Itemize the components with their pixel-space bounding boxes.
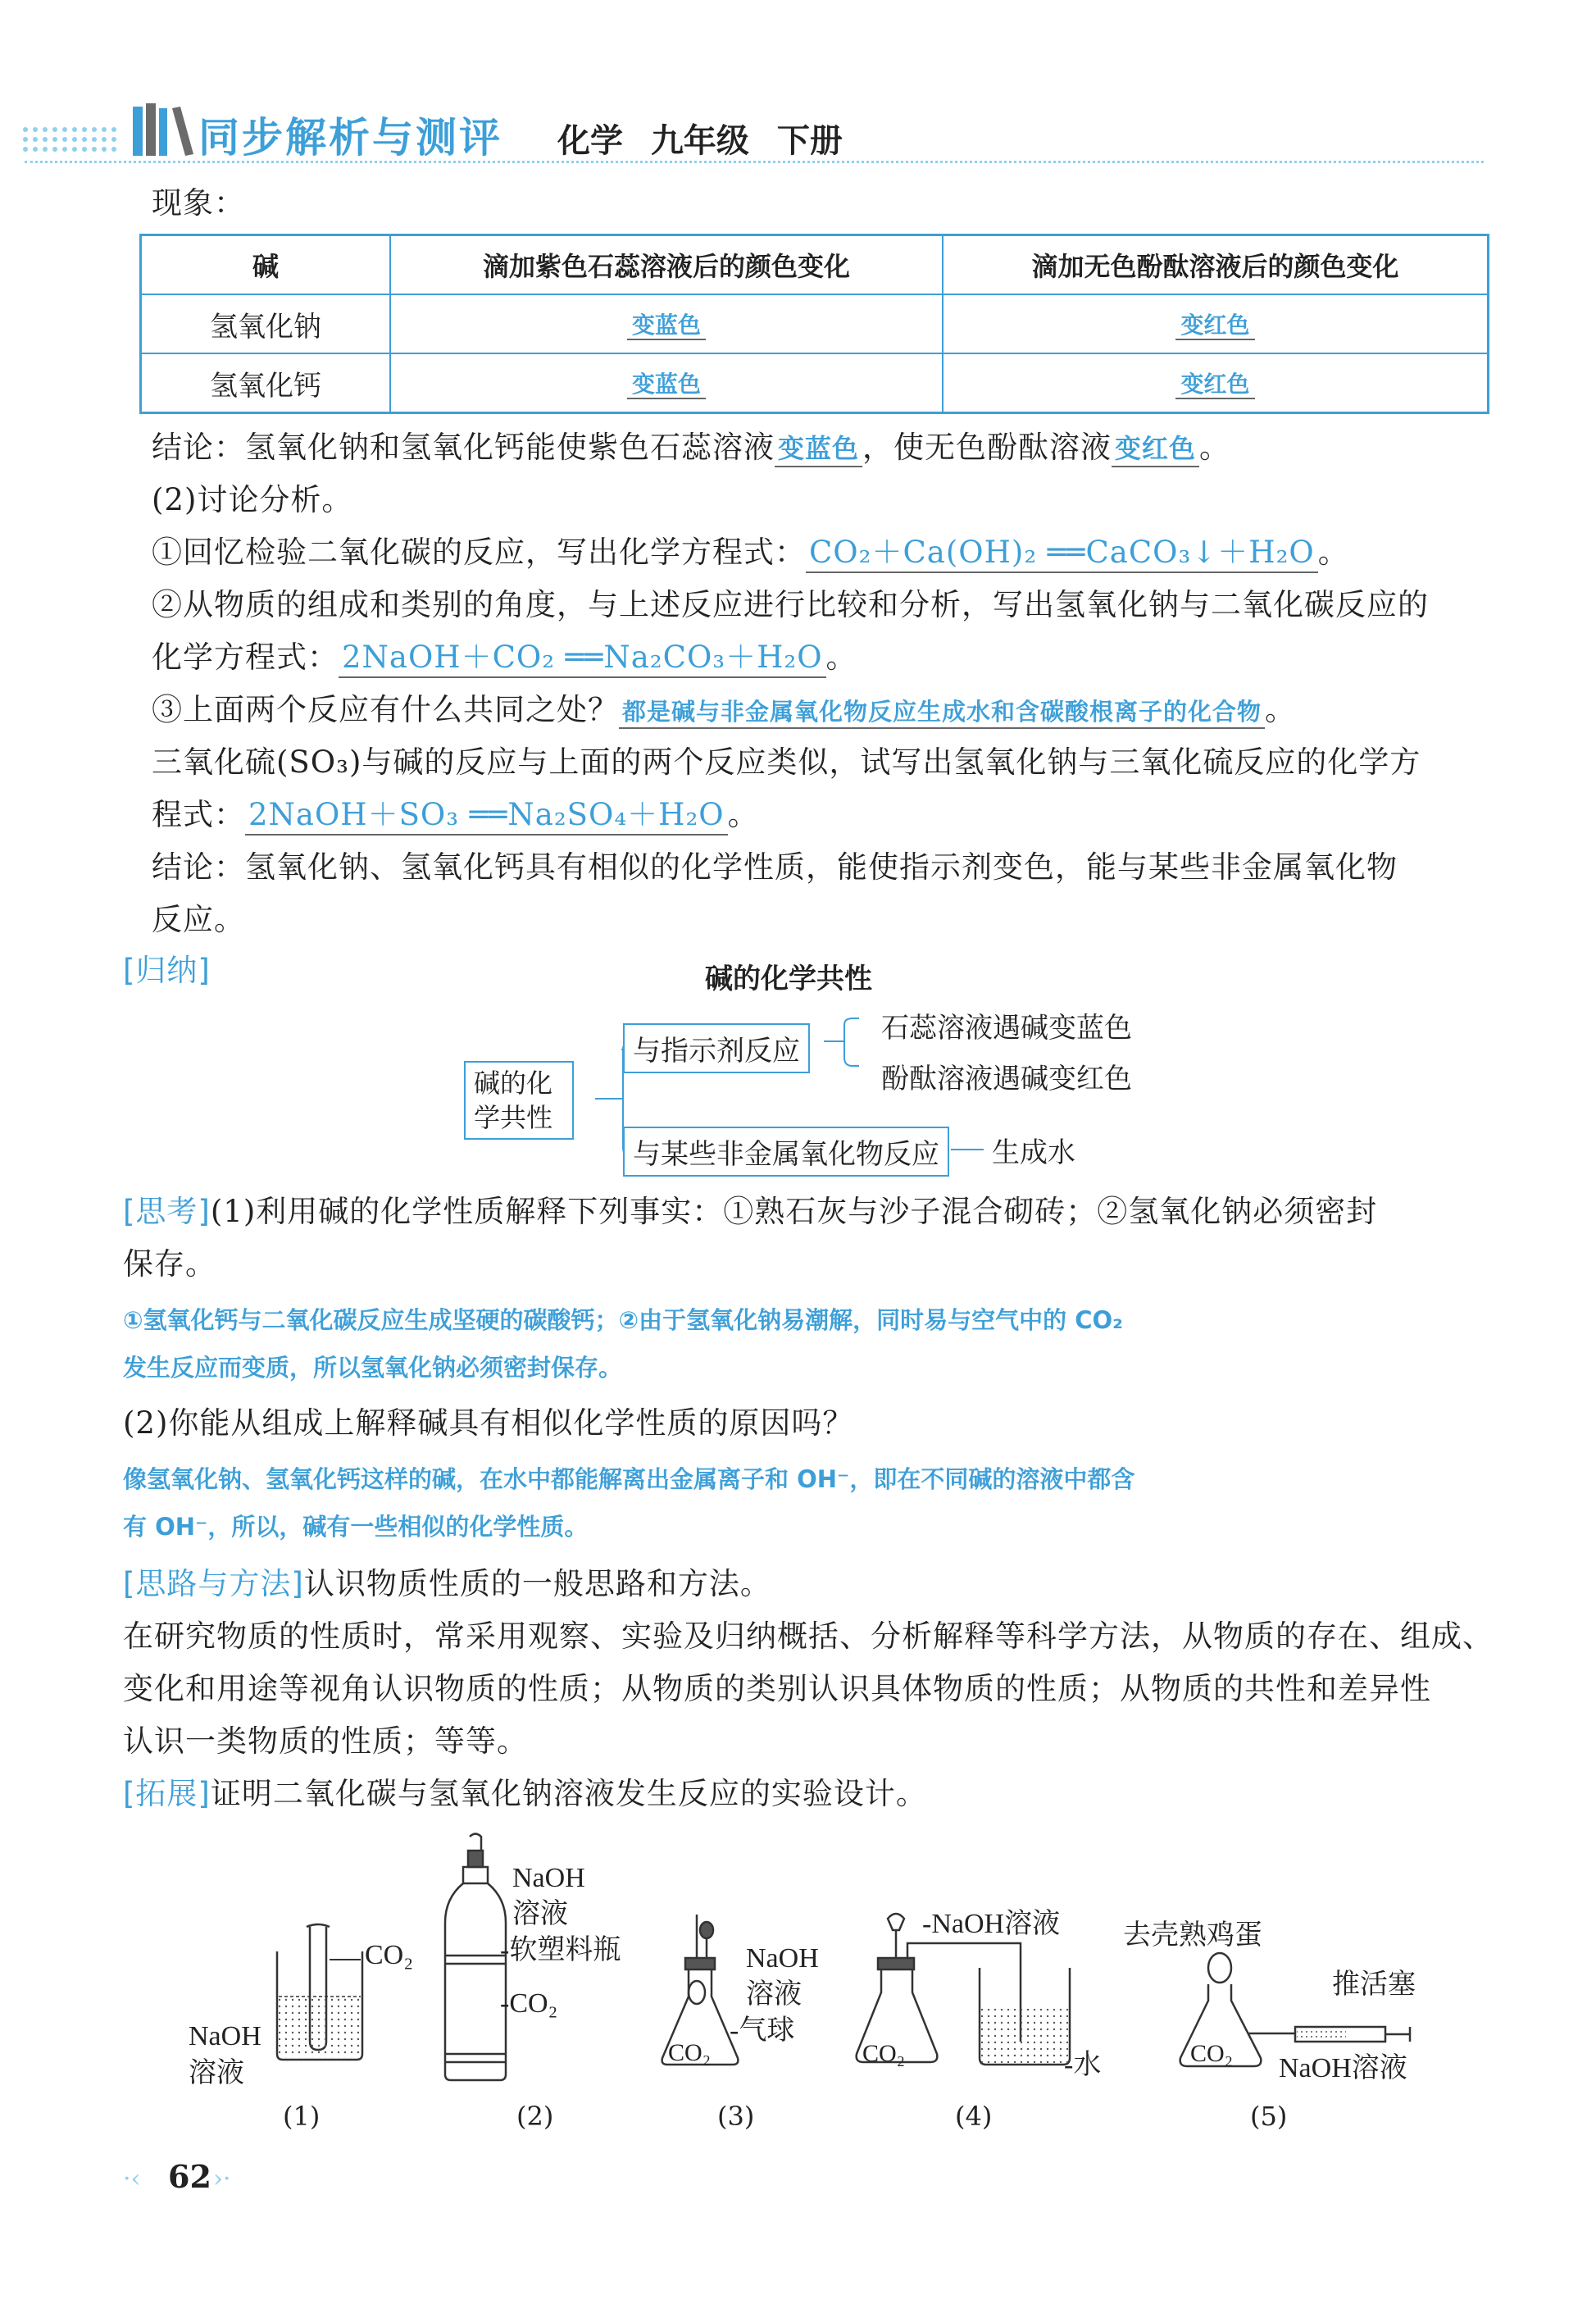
- table-header: 碱: [141, 235, 391, 295]
- label-naoh: NaOH: [512, 1863, 585, 1893]
- litmus-answer: 变蓝色: [627, 312, 706, 340]
- observation-table: [139, 234, 1489, 414]
- summary-branch-oxide: 与某些非金属氧化物反应: [623, 1127, 949, 1177]
- label-co2: CO₂: [1190, 2040, 1234, 2067]
- figure-caption: (3): [717, 2101, 755, 2132]
- label-push-plunger: 推活塞: [1332, 1969, 1416, 2000]
- summary-leaf-litmus: 石蕊溶液遇碱变蓝色: [881, 1012, 1132, 1045]
- label-water: -水: [1064, 2050, 1102, 2080]
- label-solution: 溶液: [189, 2058, 244, 2088]
- method-tag: [思路与方法]: [123, 1566, 304, 1601]
- extension-tag: [拓展]: [123, 1776, 211, 1811]
- label-soft-bottle: -软塑料瓶: [500, 1935, 621, 1965]
- equation-answer: 2NaOH＋CO₂ ══Na₂CO₃＋H₂O: [339, 640, 826, 678]
- think-answer-2-line1: 像氢氧化钠、氢氧化钙这样的碱，在水中都能解离出金属离子和 OH⁻，即在不同碱的溶液中都含: [123, 1465, 1135, 1493]
- think-answer-2-line2: 有 OH⁻，所以，碱有一些相似的化学性质。: [123, 1513, 589, 1541]
- question-2-line1: ②从物质的组成和类别的角度，与上述反应进行比较和分析，写出氢氧化钠与二氧化碳反应的: [152, 587, 1429, 622]
- series-title: 同步解析与测评: [198, 114, 502, 162]
- figure-caption: (2): [516, 2101, 554, 2132]
- label-egg: 去壳熟鸡蛋: [1123, 1920, 1262, 1951]
- method-paragraph-line1: 在研究物质的性质时，常采用观察、实验及归纳概括、分析解释等科学方法，从物质的存在、组成、: [123, 1619, 1494, 1654]
- extension-heading: [拓展]证明二氧化碳与氢氧化钠溶液发生反应的实验设计。: [123, 1776, 927, 1811]
- label-co2: CO₂: [668, 2039, 712, 2066]
- conclusion-2-line2: 反应。: [152, 902, 245, 937]
- summary-leaf-water: 生成水: [992, 1136, 1075, 1169]
- summary-leaf-phenol: 酚酞溶液遇碱变红色: [881, 1063, 1132, 1095]
- think-answer-1-line1: ①氢氧化钙与二氧化碳反应生成坚硬的碳酸钙；②由于氢氧化钠易潮解，同时易与空气中的 CO₂: [123, 1306, 1123, 1334]
- label-naoh-solution: -NaOH溶液: [922, 1909, 1061, 1939]
- method-paragraph-line3: 认识一类物质的性质；等等。: [123, 1723, 528, 1759]
- table-row: [141, 294, 1489, 353]
- beaker-testtube-drawing: [271, 1919, 369, 2066]
- header-divider: [25, 161, 1484, 163]
- think-answer-1-line2: 发生反应而变质，所以氢氧化钠必须密封保存。: [123, 1354, 623, 1382]
- label-naoh: NaOH: [189, 2021, 261, 2051]
- question-4-line1: 三氧化硫(SO₃)与碱的反应与上面的两个反应类似，试写出氢氧化钠与三氧化硫反应的化学方: [152, 744, 1421, 780]
- label-co2: CO₂: [365, 1940, 414, 1970]
- question-2-line2: 化学方程式： 2NaOH＋CO₂ ══Na₂CO₃＋H₂O 。: [152, 631, 857, 684]
- litmus-answer: 变蓝色: [627, 371, 706, 399]
- subject: 化学: [557, 122, 623, 160]
- base-name: 氢氧化钠: [141, 294, 391, 353]
- think-question-2: (2)你能从组成上解释碱具有相似化学性质的原因吗？: [123, 1405, 854, 1441]
- think-tag: [思考]: [123, 1194, 211, 1229]
- page-number-decoration: ·‹: [123, 2165, 141, 2193]
- label-co2: -CO₂: [500, 1988, 558, 2019]
- conclusion-answer: 变蓝色: [775, 433, 862, 467]
- figure-caption: (4): [955, 2101, 993, 2132]
- method-paragraph-line2: 变化和用途等视角认识物质的性质；从物质的类别认识具体物质的性质；从物质的共性和差异性: [123, 1671, 1431, 1706]
- phenol-answer: 变红色: [1175, 371, 1254, 399]
- figure-caption: (1): [283, 2101, 321, 2132]
- discussion-heading: (2)讨论分析。: [152, 482, 353, 517]
- phenol-answer: 变红色: [1175, 312, 1254, 340]
- dotted-decoration: [20, 123, 135, 156]
- label-co2: CO₂: [862, 2040, 906, 2067]
- label-solution: 溶液: [512, 1899, 568, 1929]
- conclusion-2-line1: 结论：氢氧化钠、氢氧化钙具有相似的化学性质，能使指示剂变色，能与某些非金属氧化物: [152, 849, 1398, 885]
- label-naoh-solution: NaOH溶液: [1279, 2053, 1407, 2083]
- think-question-1-line2: 保存。: [123, 1246, 216, 1282]
- method-heading: [思路与方法]认识物质性质的一般思路和方法。: [123, 1566, 771, 1601]
- label-balloon: -气球: [730, 2015, 795, 2046]
- books-logo-icon: [130, 100, 195, 159]
- summary-branch-indicator: 与指示剂反应: [623, 1023, 810, 1073]
- volume: 下册: [776, 122, 843, 160]
- label-naoh: NaOH: [746, 1943, 819, 1974]
- label-solution: 溶液: [746, 1979, 802, 2010]
- question-4-line2: 程式： 2NaOH＋SO₃ ══Na₂SO₄＋H₂O 。: [152, 789, 759, 841]
- question-3: ③上面两个反应有什么共同之处？ 都是碱与非金属氧化物反应生成水和含碳酸根离子的化合物 。: [152, 692, 1297, 727]
- summary-title: 碱的化学共性: [705, 963, 872, 995]
- page-number: 62: [168, 2158, 211, 2195]
- summary-root: 碱的化学共性: [464, 1061, 574, 1140]
- table-header: 滴加无色酚酞溶液后的颜色变化: [943, 235, 1489, 295]
- page-number-decoration: ›·: [213, 2165, 231, 2193]
- grade: 九年级: [650, 122, 749, 160]
- summary-tag: [归纳]: [123, 953, 211, 988]
- figure-caption: (5): [1250, 2101, 1288, 2132]
- equation-answer: CO₂＋Ca(OH)₂ ══CaCO₃↓＋H₂O: [806, 535, 1318, 573]
- question-1: ①回忆检验二氧化碳的反应，写出化学方程式： CO₂＋Ca(OH)₂ ══CaCO₃↓＋H₂O 。: [152, 526, 1349, 579]
- common-point-answer: 都是碱与非金属氧化物反应生成水和含碳酸根离子的化合物: [619, 698, 1265, 729]
- table-header: 滴加紫色石蕊溶液后的颜色变化: [390, 235, 943, 295]
- equation-answer: 2NaOH＋SO₃ ══Na₂SO₄＋H₂O: [245, 797, 728, 836]
- phenomenon-label: 现象：: [152, 185, 245, 221]
- conclusion-answer: 变红色: [1112, 433, 1199, 467]
- base-name: 氢氧化钙: [141, 353, 391, 413]
- think-question-1-line1: [思考](1)利用碱的化学性质解释下列事实：①熟石灰与沙子混合砌砖；②氢氧化钠必须密封: [123, 1194, 1378, 1229]
- table-row: [141, 353, 1489, 413]
- table-header-row: [141, 235, 1489, 295]
- conclusion-1: 结论：氢氧化钠和氢氧化钙能使紫色石蕊溶液 变蓝色 ，使无色酚酞溶液 变红色 。: [152, 421, 1230, 475]
